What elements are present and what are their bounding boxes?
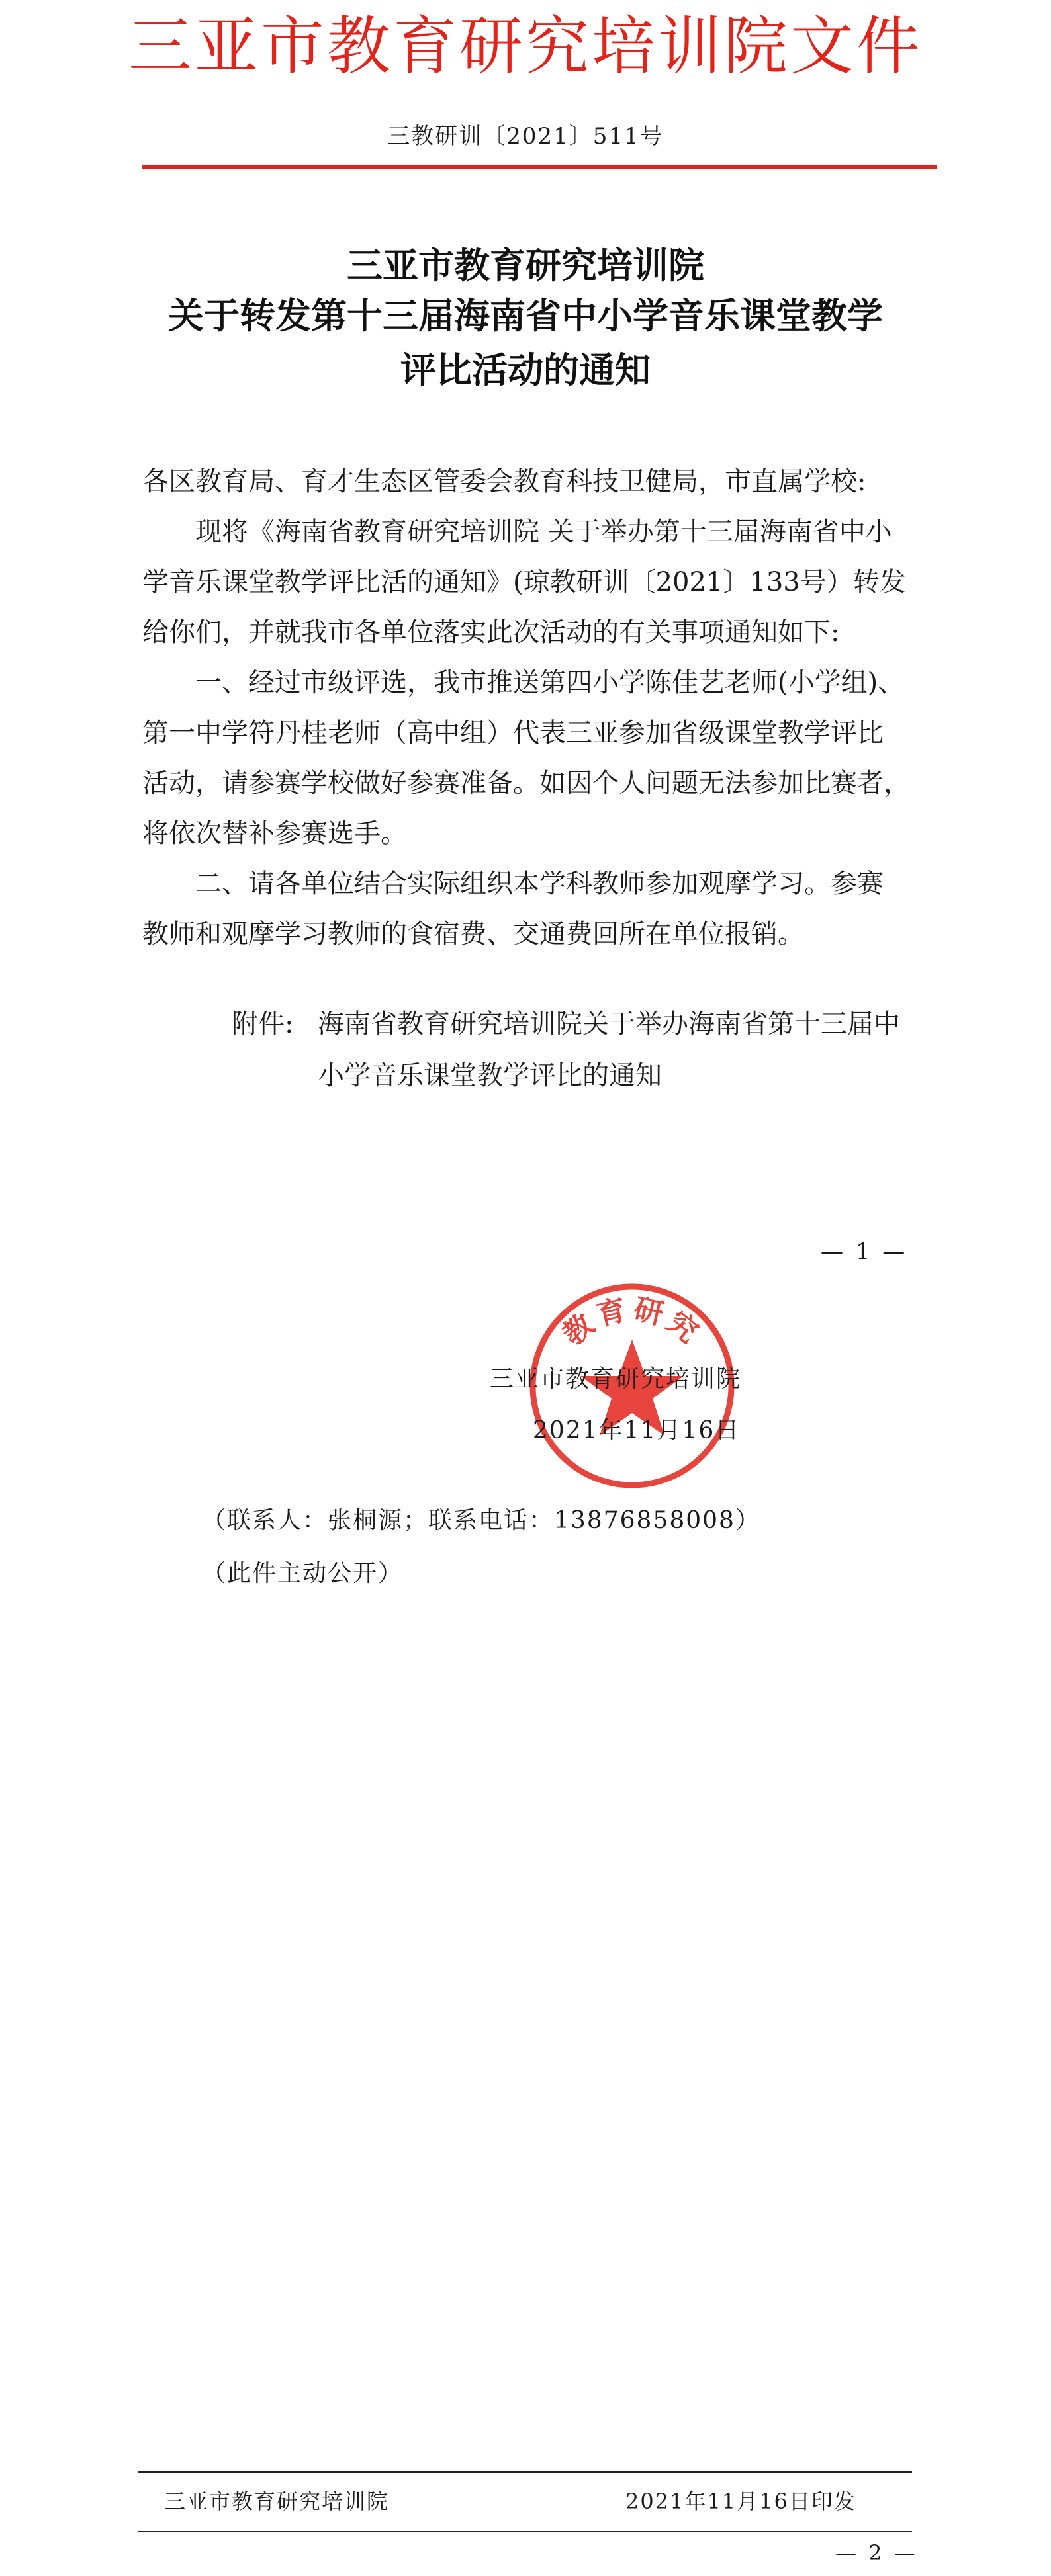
title-line-1: 三亚市教育研究培训院 — [347, 244, 704, 286]
signature-date: 2021年11月16日 — [533, 1417, 741, 1444]
paragraph-1-line-1: 现将《海南省教育研究培训院 关于举办第十三届海南省中小 — [195, 517, 892, 547]
footer-top-rule — [138, 2471, 912, 2473]
attachment-line-1[interactable]: 海南省教育研究培训院关于举办海南省第十三届中 — [318, 1009, 900, 1039]
paragraph-2-line-3: 活动，请参赛学校做好参赛准备。如因个人问题无法参加比赛者， — [142, 768, 910, 798]
page-number-1: — 1 — — [821, 1238, 908, 1265]
public-disclosure-note: （此件主动公开） — [202, 1560, 404, 1587]
paragraph-2-line-2: 第一中学符丹桂老师（高中组）代表三亚参加省级课堂教学评比 — [142, 718, 884, 748]
paragraph-2-line-1: 一、经过市级评选，我市推送第四小学陈佳艺老师(小学组)、 — [195, 667, 905, 698]
paragraph-1-line-3: 给你们，并就我市各单位落实此次活动的有关事项通知如下: — [142, 617, 840, 648]
document-number: 三教研训〔2021〕511号 — [387, 123, 664, 150]
paragraph-3-line-2: 教师和观摩学习教师的食宿费、交通费回所在单位报销。 — [142, 919, 804, 949]
paragraph-1-line-2: 学音乐课堂教学评比活的通知》(琼教研训〔2021〕133号）转发 — [142, 567, 906, 597]
title-line-2: 关于转发第十三届海南省中小学音乐课堂教学 — [168, 294, 883, 337]
contact-info: （联系人：张桐源；联系电话：13876858008） — [202, 1507, 760, 1534]
title-line-3: 评比活动的通知 — [400, 349, 651, 391]
paragraph-2-line-4: 将依次替补参赛选手。 — [142, 818, 407, 849]
footer-print-date: 2021年11月16日印发 — [625, 2489, 856, 2514]
footer-bottom-rule — [138, 2531, 912, 2532]
attachment-line-2[interactable]: 小学音乐课堂教学评比的通知 — [318, 1060, 662, 1091]
red-divider-line — [142, 165, 937, 169]
page-number-2: — 2 — — [835, 2540, 918, 2565]
salutation: 各区教育局、育才生态区管委会教育科技卫健局，市直属学校: — [142, 466, 866, 497]
footer-organization: 三亚市教育研究培训院 — [164, 2489, 390, 2514]
signature-organization: 三亚市教育研究培训院 — [490, 1365, 742, 1393]
attachment-label: 附件: — [232, 1009, 294, 1039]
svg-text:教育研究: 教育研究 — [557, 1292, 708, 1352]
document-masthead: 三亚市教育研究培训院文件 — [128, 9, 923, 83]
paragraph-3-line-1: 二、请各单位结合实际组织本学科教师参加观摩学习。参赛 — [195, 869, 884, 899]
